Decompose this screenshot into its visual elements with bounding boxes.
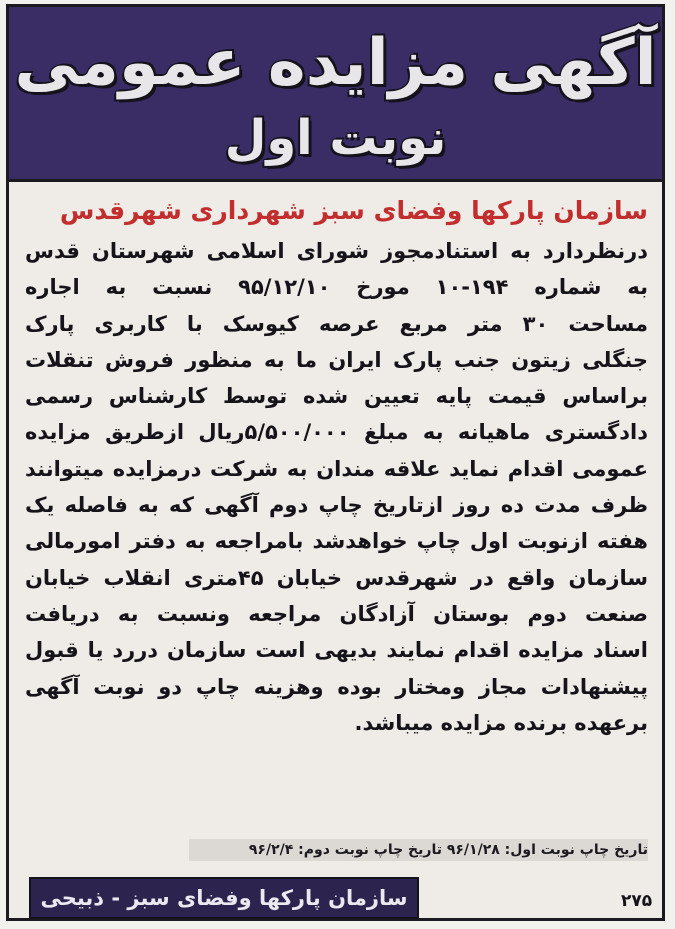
print-dates: تاریخ چاپ نوبت اول: ۹۶/۱/۲۸ تاریخ چاپ نوبت دوم: ۹۶/۲/۴	[189, 839, 648, 861]
body-line: براساس قیمت پایه تعیین شده توسط کارشناس رسمی	[25, 384, 648, 409]
notice-body	[25, 233, 648, 741]
body-line: پیشنهادات مجاز ومختار بوده وهزینه چاپ دو نوبت آگهی	[25, 674, 648, 699]
body-line: عمومی اقدام نماید علاقه مندان به شرکت درمزایده میتوانند	[25, 456, 648, 481]
signature-text: سازمان پارکها وفضای سبز - ذبیحی	[40, 886, 408, 910]
body-line: برعهده برنده مزایده میباشد.	[354, 710, 648, 735]
body-line: صنعت دوم بوستان آزادگان مراجعه ونسبت به دریافت	[25, 601, 648, 626]
notice-title: آگهی مزایده عمومی	[14, 26, 657, 100]
signature-banner	[29, 877, 419, 919]
notice-frame	[6, 4, 665, 921]
body-line: سازمان واقع در شهرقدس خیابان ۴۵متری انقلاب خیابان	[25, 565, 648, 590]
notice-header	[9, 7, 662, 182]
body-line: مساحت ۳۰ متر مربع عرصه کیوسک با کاربری پارک	[25, 311, 648, 336]
body-line: جنگلی زیتون جنب پارک ایران ما به منظور فروش تنقلات	[25, 347, 648, 372]
body-line: دادگستری ماهیانه به مبلغ ۵/۵۰۰/۰۰۰ریال ازطریق مزایده	[25, 420, 648, 445]
notice-subtitle: نوبت اول	[224, 110, 447, 166]
body-line: هفته ازنوبت اول چاپ خواهدشد بامراجعه به دفتر امورمالی	[25, 529, 648, 554]
body-line: ظرف مدت ده روز ازتاریخ چاپ دوم آگهی که به فاصله یک	[25, 493, 648, 518]
page-number: ۲۷۵	[621, 891, 653, 911]
body-line: به شماره ۱۹۴-۱۰ مورخ ۹۵/۱۲/۱۰ نسبت به اجاره	[25, 275, 648, 300]
body-line: اسناد مزایده اقدام نمایند بدیهی است سازمان دررد یا قبول	[25, 638, 648, 663]
organization-heading: سازمان پارکها وفضای سبز شهرداری شهرقدس	[59, 196, 648, 225]
body-line: درنظردارد به استنادمجوز شورای اسلامی شهرستان قدس	[25, 239, 648, 263]
